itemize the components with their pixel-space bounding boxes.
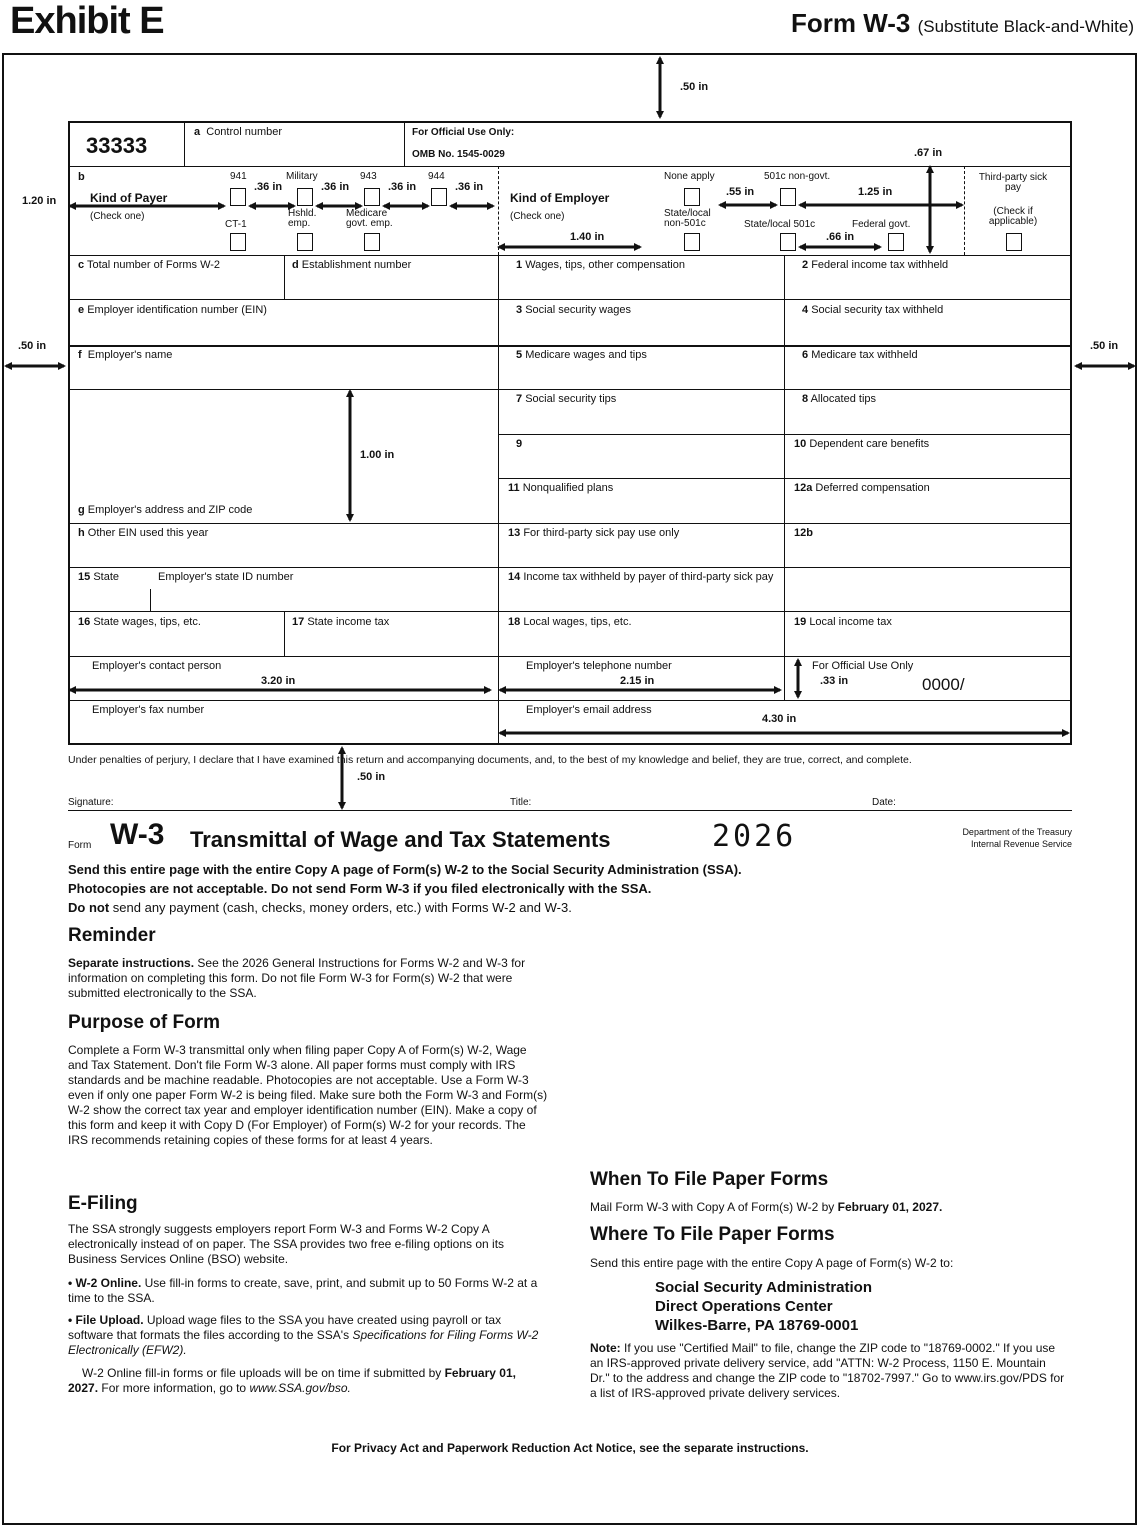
501c-nongovt-label: 501c non-govt. bbox=[764, 171, 831, 182]
box-hshld-label: Hshld. emp. bbox=[288, 208, 317, 229]
where-heading: Where To File Paper Forms bbox=[590, 1224, 835, 1245]
reminder-text: Separate instructions. See the 2026 General Instructions for Forms W-2 and W-3 for information on completing this form. Do not file Form W-3 for Form(s) W-2 that were submitted electronically to the SSA. bbox=[68, 956, 526, 1000]
where-text: Send this entire page with the entire Copy A page of Form(s) W-2 to: bbox=[590, 1256, 954, 1270]
dim-gap-1: .36 in bbox=[254, 181, 283, 193]
form-word: Form bbox=[68, 840, 92, 851]
ontime-text: W-2 Online fill-in forms or file uploads will be on time if submitted by February 01, 2027. For more information, go to www.SSA.gov/bso. bbox=[68, 1366, 516, 1395]
email-label: Employer's email address bbox=[526, 704, 652, 716]
box-military-label: Military bbox=[286, 171, 318, 182]
box-f-label: f Employer's name bbox=[78, 349, 173, 361]
title-label: Title: bbox=[510, 797, 532, 808]
dim-gap-2: .36 in bbox=[321, 181, 350, 193]
box-1-label: 1 Wages, tips, other compensation bbox=[516, 259, 685, 271]
check-if-applicable-label: (Check if applicable) bbox=[988, 206, 1038, 227]
state-local-501c-label: State/local 501c bbox=[744, 219, 816, 230]
dim-address-height: 1.00 in bbox=[360, 449, 395, 461]
dim-thirdparty-width: 1.25 in bbox=[858, 186, 893, 198]
box-b-label: b bbox=[78, 171, 85, 183]
official-use-label: For Official Use Only: bbox=[412, 127, 515, 138]
form-main-title: Transmittal of Wage and Tax Statements bbox=[190, 827, 611, 852]
kind-of-payer-label: Kind of Payer bbox=[90, 191, 168, 205]
efiling-text: The SSA strongly suggests employers report Form W-3 and Forms W-2 Copy A electronically instead of on paper. The SSA provides two free e-filing options on its Business Services Online (BSO) website. bbox=[68, 1222, 505, 1266]
telephone-label: Employer's telephone number bbox=[526, 660, 672, 672]
dim-left: .50 in bbox=[18, 340, 47, 352]
third-party-label: Third-party sick pay bbox=[978, 172, 1048, 193]
box-ct1-label: CT-1 bbox=[225, 219, 247, 230]
box-9-label: 9 bbox=[516, 438, 523, 450]
reminder-heading: Reminder bbox=[68, 925, 156, 946]
box-medicare-label: Medicare govt. emp. bbox=[346, 208, 393, 229]
dim-email-width: 4.30 in bbox=[762, 713, 797, 725]
box-3-label: 3 Social security wages bbox=[516, 304, 631, 316]
box-941-label: 941 bbox=[230, 171, 247, 182]
none-apply-label: None apply bbox=[664, 171, 715, 182]
box-7-label: 7 Social security tips bbox=[516, 393, 617, 405]
official-use-zeros: 0000/ bbox=[922, 675, 965, 694]
w2-online-text: • W-2 Online. Use fill-in forms to create, save, print, and submit up to 50 Forms W-2 at a time to the SSA. bbox=[68, 1276, 538, 1305]
box-c-label: c Total number of Forms W-2 bbox=[78, 259, 221, 271]
box-4-label: 4 Social security tax withheld bbox=[802, 304, 944, 316]
control-number-label: a Control number bbox=[194, 126, 283, 138]
date-label: Date: bbox=[872, 797, 896, 808]
dim-phone-width: 2.15 in bbox=[620, 675, 655, 687]
privacy-notice: For Privacy Act and Paperwork Reduction Act Notice, see the separate instructions. bbox=[331, 1441, 809, 1455]
dim-gap-3: .36 in bbox=[388, 181, 417, 193]
box-944-label: 944 bbox=[428, 171, 445, 182]
box-6-label: 6 Medicare tax withheld bbox=[802, 349, 918, 361]
send-instruction-1: Send this entire page with the entire Copy A page of Form(s) W-2 to the Social Security Administration (SSA). bbox=[68, 862, 742, 877]
box-16-label: 16 State wages, tips, etc. bbox=[78, 616, 201, 628]
address-line-3: Wilkes-Barre, PA 18769-0001 bbox=[655, 1317, 859, 1334]
tax-year: 2026 bbox=[712, 819, 797, 854]
dim-top-right-height: .67 in bbox=[914, 147, 943, 159]
dim-top: .50 in bbox=[680, 81, 709, 93]
perjury-statement: Under penalties of perjury, I declare that I have examined this return and accompanying documents, and, to the best of my knowledge and belief, they are true, correct, and complete. bbox=[68, 754, 912, 766]
fax-number-label: Employer's fax number bbox=[92, 704, 205, 716]
file-upload-text: • File Upload. Upload wage files to the SSA you have created using payroll or tax software that formats the files according to the SSA's Specifications for Filing Forms W-2 Electronically (EFW2). bbox=[68, 1313, 539, 1357]
dim-federal-gap: .66 in bbox=[826, 231, 855, 243]
omb-number: OMB No. 1545-0029 bbox=[412, 149, 505, 160]
box-10-label: 10 Dependent care benefits bbox=[794, 438, 930, 450]
send-instruction-3: Do not send any payment (cash, checks, money orders, etc.) with Forms W-2 and W-3. bbox=[68, 900, 572, 915]
official-use-only-label: For Official Use Only bbox=[812, 660, 914, 672]
dim-official-height: .33 in bbox=[820, 675, 849, 687]
check-one-employer-label: (Check one) bbox=[510, 211, 565, 222]
box-17-label: 17 State income tax bbox=[292, 616, 390, 628]
box-h-label: h Other EIN used this year bbox=[78, 527, 209, 539]
form-code: 33333 bbox=[86, 133, 148, 158]
dim-gap-4: .36 in bbox=[455, 181, 484, 193]
box-12a-label: 12a Deferred compensation bbox=[794, 482, 930, 494]
box-5-label: 5 Medicare wages and tips bbox=[516, 349, 647, 361]
state-local-non501c-label: State/local non-501c bbox=[664, 208, 711, 229]
box-13-label: 13 For third-party sick pay use only bbox=[508, 527, 680, 539]
check-one-label: (Check one) bbox=[90, 211, 145, 222]
dim-right: .50 in bbox=[1090, 340, 1119, 352]
efiling-heading: E-Filing bbox=[68, 1193, 138, 1214]
dim-employer-width: 1.40 in bbox=[570, 231, 605, 243]
box-18-label: 18 Local wages, tips, etc. bbox=[508, 616, 632, 628]
form-subtitle: (Substitute Black-and-White) bbox=[917, 17, 1134, 36]
federal-govt-label: Federal govt. bbox=[852, 219, 911, 230]
box-14-label: 14 Income tax withheld by payer of third-party sick pay bbox=[508, 571, 774, 583]
contact-person-label: Employer's contact person bbox=[92, 660, 222, 672]
form-title-main: Form W-3 bbox=[791, 8, 911, 38]
box-12b-label: 12b bbox=[794, 527, 813, 539]
box-943-label: 943 bbox=[360, 171, 377, 182]
state-id-label: Employer's state ID number bbox=[158, 571, 294, 583]
box-g-label: g Employer's address and ZIP code bbox=[78, 504, 253, 516]
when-heading: When To File Paper Forms bbox=[590, 1169, 829, 1190]
form-id: W-3 bbox=[110, 818, 165, 851]
box-2-label: 2 Federal income tax withheld bbox=[802, 259, 949, 271]
box-e-label: e Employer identification number (EIN) bbox=[78, 304, 267, 316]
when-text: Mail Form W-3 with Copy A of Form(s) W-2 by February 01, 2027. bbox=[590, 1200, 943, 1214]
note-text: Note: If you use "Certified Mail" to file, change the ZIP code to "18769-0002." If you use an IRS-approved private delivery service, add "ATTN: W-2 Process, 1150 E. Mountain Dr." to the address and change the ZIP code to "18702-7997." Go to www.irs.gov/PDS for a list of IRS-approved private delivery services. bbox=[590, 1341, 1065, 1400]
dim-signature-gap: .50 in bbox=[357, 771, 386, 783]
box-d-label: d Establishment number bbox=[292, 259, 412, 271]
dept-irs: Internal Revenue Service bbox=[970, 839, 1072, 849]
kind-of-employer-label: Kind of Employer bbox=[510, 191, 610, 205]
signature-label: Signature: bbox=[68, 797, 114, 808]
dept-treasury: Department of the Treasury bbox=[962, 827, 1072, 837]
box-19-label: 19 Local income tax bbox=[794, 616, 892, 628]
box-11-label: 11 Nonqualified plans bbox=[508, 482, 614, 494]
dim-employer-gap: .55 in bbox=[726, 186, 755, 198]
exhibit-label: Exhibit E bbox=[10, 0, 164, 42]
box-15-label: 15 State bbox=[78, 571, 119, 583]
purpose-text: Complete a Form W-3 transmittal only when filing paper Copy A of Form(s) W-2, Wage and Tax Statement. Don't file Form W-3 alone. All paper forms must comply with IRS standards and be machine readable. Photocopies are not acceptable. Use a Form W-3 even if only one paper Form W-2 is being filed. Make sure both the Form W-3 and Form(s) W-2 show the correct tax year and employer identification number (EIN). Make a copy of this form and keep it with Copy D (For Employer) of Form(s) W-2 for your records. The IRS recommends retaining copies of these forms for at least 4 years. bbox=[68, 1043, 548, 1147]
dim-kind-payer-height: 1.20 in bbox=[22, 195, 57, 207]
address-line-2: Direct Operations Center bbox=[655, 1298, 833, 1315]
dim-contact-width: 3.20 in bbox=[261, 675, 296, 687]
box-8-label: 8 Allocated tips bbox=[802, 393, 877, 405]
send-instruction-2: Photocopies are not acceptable. Do not send Form W-3 if you filed electronically with the SSA. bbox=[68, 881, 652, 896]
address-line-1: Social Security Administration bbox=[655, 1279, 872, 1296]
purpose-heading: Purpose of Form bbox=[68, 1012, 221, 1033]
